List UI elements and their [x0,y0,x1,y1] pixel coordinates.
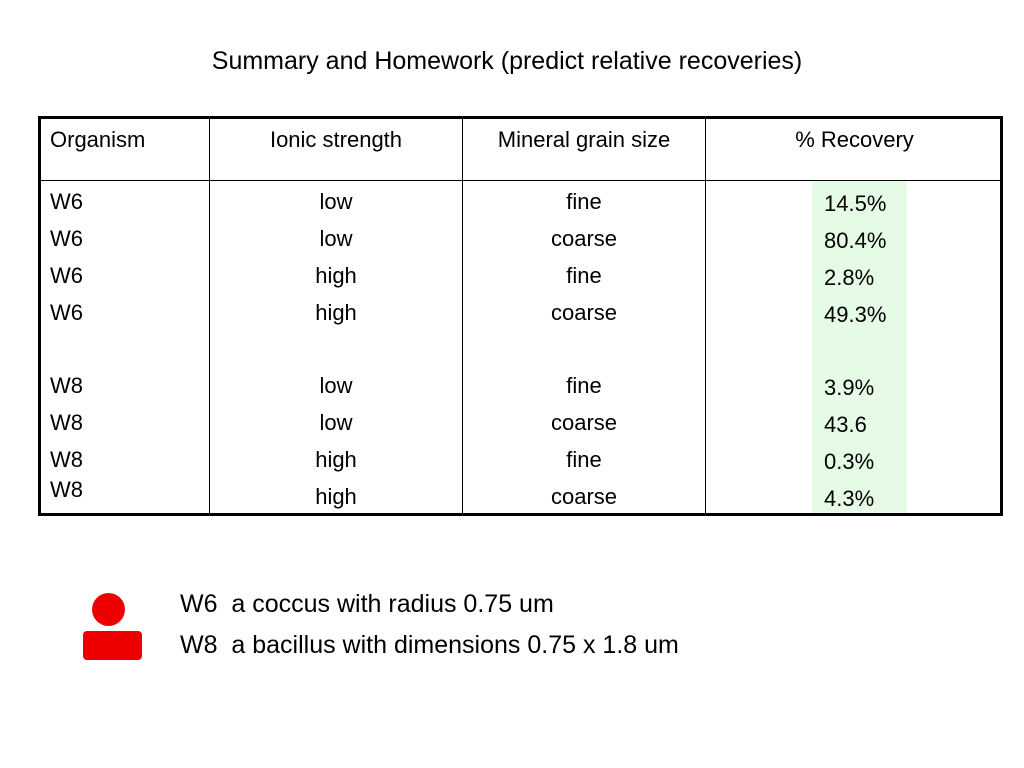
cell-grain-size: fine [566,189,602,214]
cell-grain-size: fine [566,263,602,288]
cell-ionic-strength: high [315,300,357,325]
cell-ionic-strength: high [315,447,357,472]
cell-ionic-strength: high [315,484,357,509]
cell-recovery: 49.3% [824,302,887,327]
cell-grain-size: coarse [550,226,618,251]
cell-recovery: 3.9% [824,375,875,400]
legend-w6-text: W6 a coccus with radius 0.75 um [180,590,554,618]
cell-organism: W6 [50,300,83,325]
header-ionic-strength: Ionic strength [269,127,403,152]
legend-w8-text: W8 a bacillus with dimensions 0.75 x 1.8 um [180,631,679,659]
slide-title: Summary and Homework (predict relative recoveries) [211,47,803,75]
bacillus-rod-icon [83,631,142,660]
header-recovery: % Recovery [795,127,914,152]
cell-organism: W8 [50,410,83,435]
cell-organism: W6 [50,189,83,214]
cell-grain-size: fine [566,447,602,472]
coccus-circle-icon [92,593,125,626]
recovery-table [38,116,1003,516]
cell-recovery: 0.3% [824,449,875,474]
cell-organism: W8 [50,447,83,472]
cell-organism: W6 [50,226,83,251]
column-divider [705,119,706,513]
cell-organism: W6 [50,263,83,288]
cell-recovery: 80.4% [824,228,887,253]
cell-ionic-strength: low [319,410,353,435]
cell-grain-size: fine [566,373,602,398]
cell-recovery: 2.8% [824,265,875,290]
cell-recovery: 4.3% [824,486,875,511]
cell-ionic-strength: low [319,226,353,251]
cell-grain-size: coarse [550,484,618,509]
header-organism: Organism [50,127,146,152]
cell-organism: W8 [50,373,83,398]
cell-ionic-strength: high [315,263,357,288]
cell-grain-size: coarse [550,410,618,435]
cell-ionic-strength: low [319,189,353,214]
header-grain-size: Mineral grain size [497,127,671,152]
cell-ionic-strength: low [319,373,353,398]
cell-recovery: 43.6 [824,412,867,437]
cell-recovery: 14.5% [824,191,887,216]
header-divider [41,180,1000,181]
cell-organism: W8 [50,477,83,502]
cell-grain-size: coarse [550,300,618,325]
